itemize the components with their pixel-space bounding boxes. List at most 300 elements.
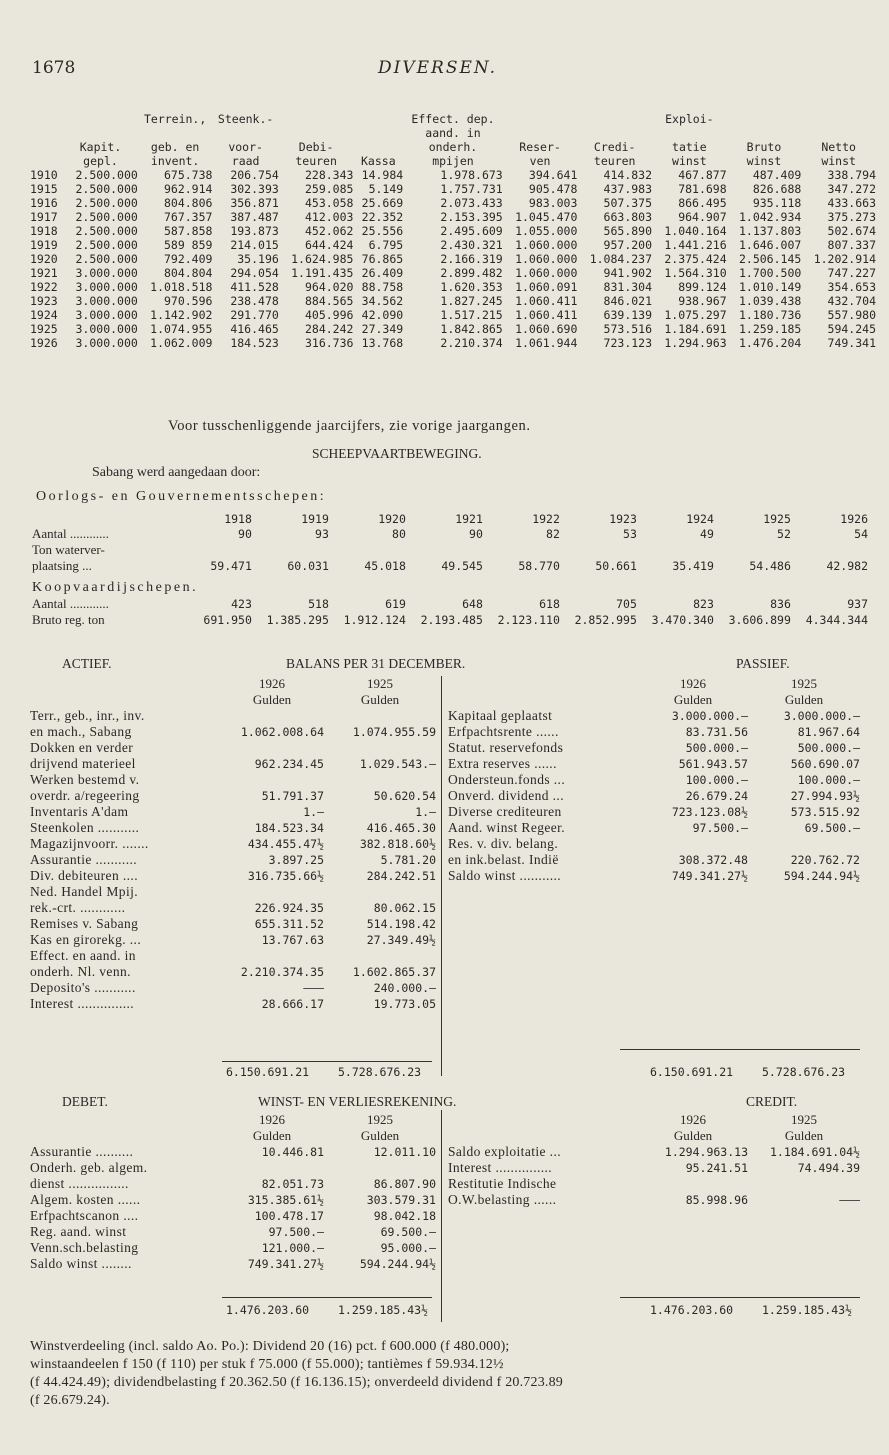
stats-header-cell: Steenk.- bbox=[217, 112, 274, 126]
ledger-amount: 226.924.35 bbox=[254, 901, 324, 915]
stats-value-cell: 35.196 bbox=[237, 252, 279, 266]
ledger-amount: 723.123.08½ bbox=[671, 805, 748, 819]
stats-header-row bbox=[30, 140, 876, 154]
stats-value-cell: 557.980 bbox=[827, 308, 876, 322]
stats-value-cell: 1.075.297 bbox=[664, 308, 727, 322]
stats-value-cell: 437.983 bbox=[603, 182, 653, 196]
stats-header-cell: Credi- bbox=[593, 140, 636, 154]
ledger-amount: 3.000.000.— bbox=[783, 709, 860, 723]
stats-value-cell: 405.996 bbox=[304, 308, 354, 322]
stats-value-cell: 347.272 bbox=[827, 182, 876, 196]
merchant-label: Koopvaardijschepen. bbox=[32, 580, 199, 595]
ledger-amount bbox=[324, 708, 436, 724]
stats-value-cell: 1.055.000 bbox=[515, 224, 578, 238]
ledger-amount: 100.000.— bbox=[797, 773, 860, 787]
shipping-row bbox=[32, 526, 868, 542]
ledger-amount: 50.620.54 bbox=[373, 789, 436, 803]
ledger-item-label: Kapitaal geplaatst bbox=[448, 708, 553, 723]
stats-value-cell: 3.000.000 bbox=[75, 336, 138, 350]
page-number: 1678 bbox=[32, 58, 76, 78]
ledger-row bbox=[30, 1144, 436, 1160]
ton-label-line-1: Ton waterver- bbox=[32, 542, 105, 557]
ledger-header-cell: 1925 bbox=[367, 676, 393, 691]
shipping-value-cell: 49.545 bbox=[441, 559, 483, 573]
ledger-amount: 80.062.15 bbox=[373, 901, 436, 915]
ledger-header-cell: 1926 bbox=[259, 676, 285, 691]
stats-value-cell: 387.487 bbox=[230, 210, 279, 224]
ledger-item-label: overdr. a/regeering bbox=[30, 788, 140, 803]
stats-value-cell: 26.409 bbox=[361, 266, 404, 280]
ton-label-line-2: plaatsing ... bbox=[32, 558, 92, 573]
ledger-row bbox=[30, 836, 436, 852]
shipping-value-cell: 93 bbox=[315, 527, 329, 541]
shipping-value-cell: 4.344.344 bbox=[805, 613, 868, 627]
stats-value-cell: 2.153.395 bbox=[440, 210, 503, 224]
stats-header-cell bbox=[801, 126, 876, 140]
ledger-amount: 85.998.96 bbox=[685, 1193, 748, 1207]
ledger-amount: ——— bbox=[303, 981, 324, 995]
shipping-value-cell: 1.385.295 bbox=[266, 613, 329, 627]
stats-row bbox=[30, 238, 876, 252]
ledger-row bbox=[448, 804, 860, 820]
ledger-item-label: onderh. Nl. venn. bbox=[30, 964, 131, 979]
stats-header-row bbox=[30, 112, 876, 126]
shipping-value-cell: 648 bbox=[462, 597, 483, 611]
stats-header-cell bbox=[353, 112, 403, 126]
stats-value-cell: 193.873 bbox=[230, 224, 279, 238]
stats-value-cell: 1.060.091 bbox=[515, 280, 578, 294]
ledger-amount: 10.446.81 bbox=[261, 1145, 324, 1159]
ledger-row bbox=[448, 788, 860, 804]
stats-header-cell bbox=[63, 112, 138, 126]
stats-header-cell bbox=[353, 140, 403, 154]
shipping-value-cell: 90 bbox=[469, 527, 483, 541]
stats-value-cell: 1.018.518 bbox=[150, 280, 213, 294]
stats-value-cell: 284.242 bbox=[304, 322, 354, 336]
ledger-amount: 69.500.— bbox=[804, 821, 860, 835]
stats-value-cell: 467.877 bbox=[678, 168, 727, 182]
stats-value-cell: 1.827.245 bbox=[440, 294, 503, 308]
stats-header-cell: aand. in bbox=[425, 126, 481, 140]
stats-value-cell: 826.688 bbox=[752, 182, 802, 196]
stats-header-cell: raad bbox=[231, 154, 260, 168]
ledger-item-label: Venn.sch.belasting bbox=[30, 1240, 139, 1255]
ledger-item-label: Ondersteun.fonds ... bbox=[448, 772, 566, 787]
balance-right-head: PASSIEF. bbox=[736, 656, 790, 671]
ledger-item-label: Diverse crediteuren bbox=[448, 804, 562, 819]
ledger-amount: 69.500.— bbox=[380, 1225, 436, 1239]
ledger-amount bbox=[324, 948, 436, 964]
stats-value-cell: 2.500.000 bbox=[75, 224, 138, 238]
ledger-amount bbox=[324, 1160, 436, 1176]
stats-header-cell bbox=[353, 126, 403, 140]
stats-value-cell: 1.517.215 bbox=[440, 308, 503, 322]
ledger-header-row bbox=[30, 692, 436, 708]
ledger-amount bbox=[324, 740, 436, 756]
stats-value-cell: 432.704 bbox=[827, 294, 876, 308]
footer-line-2: winstaandeelen f 150 (f 110) per stuk f 75.000 (f 55.000); tantièmes f 59.934.12½ bbox=[30, 1357, 504, 1372]
ledger-amount: 27.349.49½ bbox=[366, 933, 436, 947]
shipping-value-cell: 50.661 bbox=[595, 559, 637, 573]
shipping-value-cell: 1919 bbox=[301, 512, 329, 526]
shipping-value-cell: 423 bbox=[231, 597, 252, 611]
stats-year-cell: 1921 bbox=[30, 266, 58, 280]
stats-value-cell: 2.500.000 bbox=[75, 196, 138, 210]
stats-value-cell: 723.123 bbox=[603, 336, 653, 350]
shipping-value-cell: 618 bbox=[539, 597, 560, 611]
stats-value-cell: 394.641 bbox=[528, 168, 578, 182]
ledger-header-cell: Gulden bbox=[784, 1128, 824, 1143]
stats-value-cell: 1.060.000 bbox=[515, 266, 578, 280]
stats-value-cell: 639.139 bbox=[603, 308, 653, 322]
ledger-item-label: Erfpachtscanon .... bbox=[30, 1208, 139, 1223]
footer-line-3: (f 44.424.49); dividendbelasting f 20.362.50 (f 16.136.15); onverdeeld dividend f 20.723.89 bbox=[30, 1375, 564, 1390]
ledger-item-label: Erfpachtsrente ...... bbox=[448, 724, 559, 739]
ledger-item-label: drijvend materieel bbox=[30, 756, 136, 771]
stats-header-cell: geb. en bbox=[150, 140, 200, 154]
ledger-amount: 416.465.30 bbox=[366, 821, 436, 835]
ledger-row bbox=[448, 1160, 860, 1176]
ledger-amount: 19.773.05 bbox=[373, 997, 436, 1011]
stats-value-cell: 27.349 bbox=[361, 322, 404, 336]
stats-value-cell: 781.698 bbox=[678, 182, 727, 196]
shipping-value-cell: 82 bbox=[546, 527, 560, 541]
ledger-header-blank bbox=[448, 1112, 638, 1128]
ledger-amount: 749.341.27½ bbox=[247, 1257, 324, 1271]
ledger-row bbox=[30, 1256, 436, 1272]
stats-value-cell: 6.795 bbox=[368, 238, 404, 252]
ledger-header-cell: 1926 bbox=[259, 1112, 285, 1127]
stats-value-cell: 1.060.411 bbox=[515, 294, 578, 308]
ledger-item-label: Onderh. geb. algem. bbox=[30, 1160, 148, 1175]
stats-header-cell bbox=[279, 112, 354, 126]
shipping-value-cell: 54 bbox=[854, 527, 868, 541]
stats-year-cell: 1910 bbox=[30, 168, 58, 182]
stats-header-cell: Effect. dep. bbox=[411, 112, 495, 126]
stats-header-row bbox=[30, 154, 876, 168]
stats-value-cell: 3.000.000 bbox=[75, 280, 138, 294]
shipping-value-cell: 1920 bbox=[378, 512, 406, 526]
stats-value-cell: 589 859 bbox=[163, 238, 213, 252]
ledger-amount: 500.000.— bbox=[797, 741, 860, 755]
shipping-title: SCHEEPVAARTBEWEGING. bbox=[312, 446, 482, 461]
stats-year-cell: 1918 bbox=[30, 224, 58, 238]
stats-row bbox=[30, 182, 876, 196]
ledger-row bbox=[448, 772, 860, 788]
shipping-row bbox=[32, 596, 868, 612]
ledger-item-label: Effect. en aand. in bbox=[30, 948, 136, 963]
stats-value-cell: 573.516 bbox=[603, 322, 653, 336]
balance-liabilities-table bbox=[448, 676, 860, 884]
ledger-item-label: Interest ............... bbox=[30, 996, 135, 1011]
debit-total-1926: 1.476.203.60 bbox=[226, 1303, 310, 1317]
shipping-row-label bbox=[32, 512, 192, 526]
ledger-item-label: Terr., geb., inr., inv. bbox=[30, 708, 145, 723]
stats-value-cell: 1.624.985 bbox=[291, 252, 354, 266]
shipping-row bbox=[32, 512, 868, 526]
ledger-header-cell: 1925 bbox=[367, 1112, 393, 1127]
stats-value-cell: 663.803 bbox=[603, 210, 653, 224]
stats-header-cell: tatie bbox=[672, 140, 707, 154]
balance-left-head: ACTIEF. bbox=[62, 656, 112, 671]
stats-value-cell: 88.758 bbox=[361, 280, 404, 294]
ledger-row bbox=[448, 708, 860, 724]
ledger-row bbox=[448, 1144, 860, 1160]
stats-value-cell: 2.506.145 bbox=[738, 252, 802, 266]
ledger-amount: 560.690.07 bbox=[790, 757, 860, 771]
stats-year-cell: 1916 bbox=[30, 196, 58, 210]
stats-value-cell: 846.021 bbox=[603, 294, 653, 308]
shipping-value-cell: 60.031 bbox=[287, 559, 329, 573]
shipping-value-cell: 1.912.124 bbox=[343, 613, 406, 627]
ledger-row bbox=[30, 772, 436, 788]
stats-value-cell: 1.294.963 bbox=[664, 336, 727, 350]
ledger-header-cell: Gulden bbox=[360, 1128, 400, 1143]
ledger-amount: 26.679.24 bbox=[685, 789, 748, 803]
stats-value-cell: 338.794 bbox=[827, 168, 876, 182]
ledger-item-label: O.W.belasting ...... bbox=[448, 1192, 557, 1207]
ledger-item-label: Res. v. div. belang. bbox=[448, 836, 559, 851]
ledger-amount: 95.000.— bbox=[380, 1241, 436, 1255]
ledger-row bbox=[448, 1192, 860, 1208]
stats-value-cell: 962.914 bbox=[163, 182, 213, 196]
ledger-row bbox=[30, 980, 436, 996]
stats-row bbox=[30, 168, 876, 182]
ledger-amount: 594.244.94½ bbox=[783, 869, 860, 883]
stats-header-cell: Debi- bbox=[298, 140, 334, 154]
stats-header-cell bbox=[212, 126, 278, 140]
stats-header-cell bbox=[727, 112, 802, 126]
credit-total-1925: 1.259.185.43½ bbox=[762, 1303, 853, 1317]
shipping-value-cell: 691.950 bbox=[203, 613, 252, 627]
stats-value-cell: 2.500.000 bbox=[75, 210, 138, 224]
ledger-header-blank bbox=[30, 692, 220, 708]
ledger-amount: 1.184.691.04½ bbox=[769, 1145, 860, 1159]
ledger-row bbox=[448, 740, 860, 756]
ledger-amount: 184.523.34 bbox=[254, 821, 324, 835]
stats-value-cell: 452.062 bbox=[304, 224, 354, 238]
merchant-label-row bbox=[32, 574, 868, 596]
shipping-value-cell: 45.018 bbox=[364, 559, 406, 573]
ledger-amount: 1.062.008.64 bbox=[240, 725, 324, 739]
stats-value-cell: 1.039.438 bbox=[738, 294, 802, 308]
ledger-amount bbox=[748, 836, 860, 852]
ledger-header-cell: 1926 bbox=[680, 676, 706, 691]
stats-header-cell: voor- bbox=[228, 140, 263, 154]
ledger-amount: 1.294.963.13 bbox=[664, 1145, 748, 1159]
stats-value-cell: 2.430.321 bbox=[440, 238, 503, 252]
stats-row bbox=[30, 294, 876, 308]
stats-value-cell: 76.865 bbox=[361, 252, 404, 266]
stats-header-cell: gepl. bbox=[83, 154, 118, 168]
stats-row bbox=[30, 266, 876, 280]
stats-value-cell: 587.858 bbox=[163, 224, 213, 238]
stats-header-cell: teuren bbox=[593, 154, 636, 168]
shipping-value-cell: 1925 bbox=[763, 512, 791, 526]
ledger-header-blank bbox=[448, 1128, 638, 1144]
ledger-amount: 3.897.25 bbox=[268, 853, 324, 867]
stats-row bbox=[30, 322, 876, 336]
stats-value-cell: 2.500.000 bbox=[75, 238, 138, 252]
pl-divider bbox=[441, 1110, 442, 1322]
ledger-item-label: Werken bestemd v. bbox=[30, 772, 140, 787]
ledger-amount bbox=[638, 836, 748, 852]
ledger-amount: 315.385.61½ bbox=[247, 1193, 324, 1207]
stats-value-cell: 884.565 bbox=[304, 294, 354, 308]
ledger-header-blank bbox=[30, 1112, 220, 1128]
stats-value-cell: 414.832 bbox=[603, 168, 653, 182]
ledger-row bbox=[448, 836, 860, 852]
stats-value-cell: 1.060.000 bbox=[515, 238, 578, 252]
shipping-value-cell: 823 bbox=[693, 597, 714, 611]
stats-value-cell: 1.010.149 bbox=[738, 280, 802, 294]
ledger-amount: 594.244.94½ bbox=[359, 1257, 436, 1271]
pl-right-head: CREDIT. bbox=[746, 1094, 798, 1109]
ledger-amount: 240.000.— bbox=[373, 981, 436, 995]
shipping-value-cell: 3.470.340 bbox=[651, 613, 714, 627]
shipping-value-cell: 80 bbox=[392, 527, 406, 541]
stats-value-cell: 433.663 bbox=[827, 196, 876, 210]
stats-header-row bbox=[30, 126, 876, 140]
stats-value-cell: 792.409 bbox=[163, 252, 213, 266]
ledger-amount: 316.735.66½ bbox=[247, 869, 324, 883]
ledger-amount: 1.074.955.59 bbox=[352, 725, 436, 739]
ledger-amount: 95.241.51 bbox=[685, 1161, 748, 1175]
stats-value-cell: 1.259.185 bbox=[738, 322, 802, 336]
ledger-row bbox=[30, 1176, 436, 1192]
stats-header-cell: Terrein., bbox=[143, 112, 207, 126]
ledger-amount: 86.807.90 bbox=[373, 1177, 436, 1191]
ledger-row bbox=[30, 820, 436, 836]
ledger-row bbox=[448, 1176, 860, 1192]
ledger-amount: 220.762.72 bbox=[790, 853, 860, 867]
stats-value-cell: 1.180.736 bbox=[738, 308, 802, 322]
ledger-row bbox=[30, 1192, 436, 1208]
stats-value-cell: 1.700.500 bbox=[738, 266, 802, 280]
ledger-row bbox=[448, 724, 860, 740]
stats-row bbox=[30, 252, 876, 266]
stats-value-cell: 866.495 bbox=[678, 196, 727, 210]
stats-value-cell: 1.620.353 bbox=[440, 280, 503, 294]
ledger-amount: 98.042.18 bbox=[373, 1209, 436, 1223]
ledger-amount: 82.051.73 bbox=[261, 1177, 324, 1191]
stats-value-cell: 291.770 bbox=[230, 308, 279, 322]
shipping-intro: Sabang werd aangedaan door: bbox=[92, 465, 261, 480]
stats-header-cell bbox=[279, 126, 354, 140]
shipping-table bbox=[32, 512, 868, 628]
stats-value-cell: 644.424 bbox=[304, 238, 354, 252]
ledger-amount: 51.791.37 bbox=[261, 789, 324, 803]
ledger-header-cell: Gulden bbox=[673, 1128, 713, 1143]
ledger-row bbox=[448, 868, 860, 884]
ledger-amount bbox=[220, 708, 324, 724]
stats-header-cell bbox=[138, 126, 213, 140]
ledger-amount bbox=[220, 740, 324, 756]
stats-header-cell: Kapit. bbox=[79, 140, 122, 154]
stats-value-cell: 356.871 bbox=[230, 196, 279, 210]
stats-header-cell: Reser- bbox=[519, 140, 561, 154]
stats-value-cell: 1.074.955 bbox=[150, 322, 213, 336]
shipping-value-cell: 42.982 bbox=[826, 559, 868, 573]
ledger-header-row bbox=[30, 1112, 436, 1128]
debit-total-1925: 1.259.185.43½ bbox=[338, 1303, 429, 1317]
financial-statistics-table bbox=[30, 112, 876, 350]
stats-value-cell: 25.669 bbox=[361, 196, 404, 210]
stats-value-cell: 964.907 bbox=[678, 210, 727, 224]
ledger-item-label: Onverd. dividend ... bbox=[448, 788, 564, 803]
ledger-amount: 573.515.92 bbox=[790, 805, 860, 819]
stats-value-cell: 957.200 bbox=[603, 238, 653, 252]
ledger-header-cell: Gulden bbox=[360, 692, 400, 707]
ledger-row bbox=[30, 916, 436, 932]
ledger-amount: 382.818.60½ bbox=[359, 837, 436, 851]
stats-value-cell: 1.842.865 bbox=[440, 322, 503, 336]
ledger-item-label: Deposito's ........... bbox=[30, 980, 136, 995]
stats-value-cell: 2.495.609 bbox=[440, 224, 503, 238]
shipping-value-cell: 3.606.899 bbox=[728, 613, 791, 627]
ledger-amount: 284.242.51 bbox=[366, 869, 436, 883]
ledger-item-label: Steenkolen ........... bbox=[30, 820, 140, 835]
stats-value-cell: 5.149 bbox=[368, 182, 404, 196]
shipping-value-cell: 2.852.995 bbox=[574, 613, 637, 627]
ledger-item-label: en ink.belast. Indië bbox=[448, 852, 559, 867]
ledger-amount: 655.311.52 bbox=[254, 917, 324, 931]
ledger-amount: 5.781.20 bbox=[380, 853, 436, 867]
stats-header-cell: teuren bbox=[295, 154, 337, 168]
ledger-item-label: Kas en girorekg. ... bbox=[30, 932, 142, 947]
ledger-item-label: Saldo exploitatie ... bbox=[448, 1144, 562, 1159]
ledger-amount bbox=[220, 884, 324, 900]
pl-left-head: DEBET. bbox=[62, 1094, 108, 1109]
stats-value-cell: 3.000.000 bbox=[75, 322, 138, 336]
stats-value-cell: 1.142.902 bbox=[150, 308, 213, 322]
ledger-header-row bbox=[30, 1128, 436, 1144]
stats-header-cell bbox=[503, 112, 578, 126]
stats-header-cell bbox=[503, 126, 578, 140]
stats-value-cell: 807.337 bbox=[827, 238, 876, 252]
stats-value-cell: 502.674 bbox=[827, 224, 876, 238]
bruto-label: Bruto reg. ton bbox=[32, 612, 105, 627]
stats-value-cell: 1.062.009 bbox=[150, 336, 213, 350]
stats-value-cell: 594.245 bbox=[827, 322, 876, 336]
ledger-header-row bbox=[30, 676, 436, 692]
ledger-amount: 514.198.42 bbox=[366, 917, 436, 931]
stats-header-cell bbox=[30, 140, 63, 154]
stats-value-cell: 34.562 bbox=[361, 294, 404, 308]
ledger-amount: 12.011.10 bbox=[373, 1145, 436, 1159]
stats-row bbox=[30, 308, 876, 322]
pl-debit-table bbox=[30, 1112, 436, 1272]
ledger-header-cell: Gulden bbox=[252, 1128, 292, 1143]
ledger-amount: 83.731.56 bbox=[685, 725, 748, 739]
ledger-amount: 749.341.27½ bbox=[671, 869, 748, 883]
shipping-value-cell: 1926 bbox=[840, 512, 868, 526]
stats-year-cell: 1926 bbox=[30, 336, 58, 350]
shipping-value-cell: 1922 bbox=[532, 512, 560, 526]
stats-value-cell: 1.978.673 bbox=[440, 168, 503, 182]
stats-header-cell: Netto bbox=[821, 140, 856, 154]
ledger-row bbox=[30, 964, 436, 980]
balance-assets-table bbox=[30, 676, 436, 1012]
ledger-amount: 3.000.000.— bbox=[671, 709, 748, 723]
stats-header-cell: winst bbox=[821, 154, 856, 168]
shipping-value-cell: 705 bbox=[616, 597, 637, 611]
stats-value-cell: 22.352 bbox=[361, 210, 404, 224]
stats-header-cell: winst bbox=[746, 154, 782, 168]
stats-value-cell: 1.757.731 bbox=[440, 182, 503, 196]
ledger-item-label: dienst ................ bbox=[30, 1176, 129, 1191]
stats-value-cell: 2.166.319 bbox=[440, 252, 503, 266]
